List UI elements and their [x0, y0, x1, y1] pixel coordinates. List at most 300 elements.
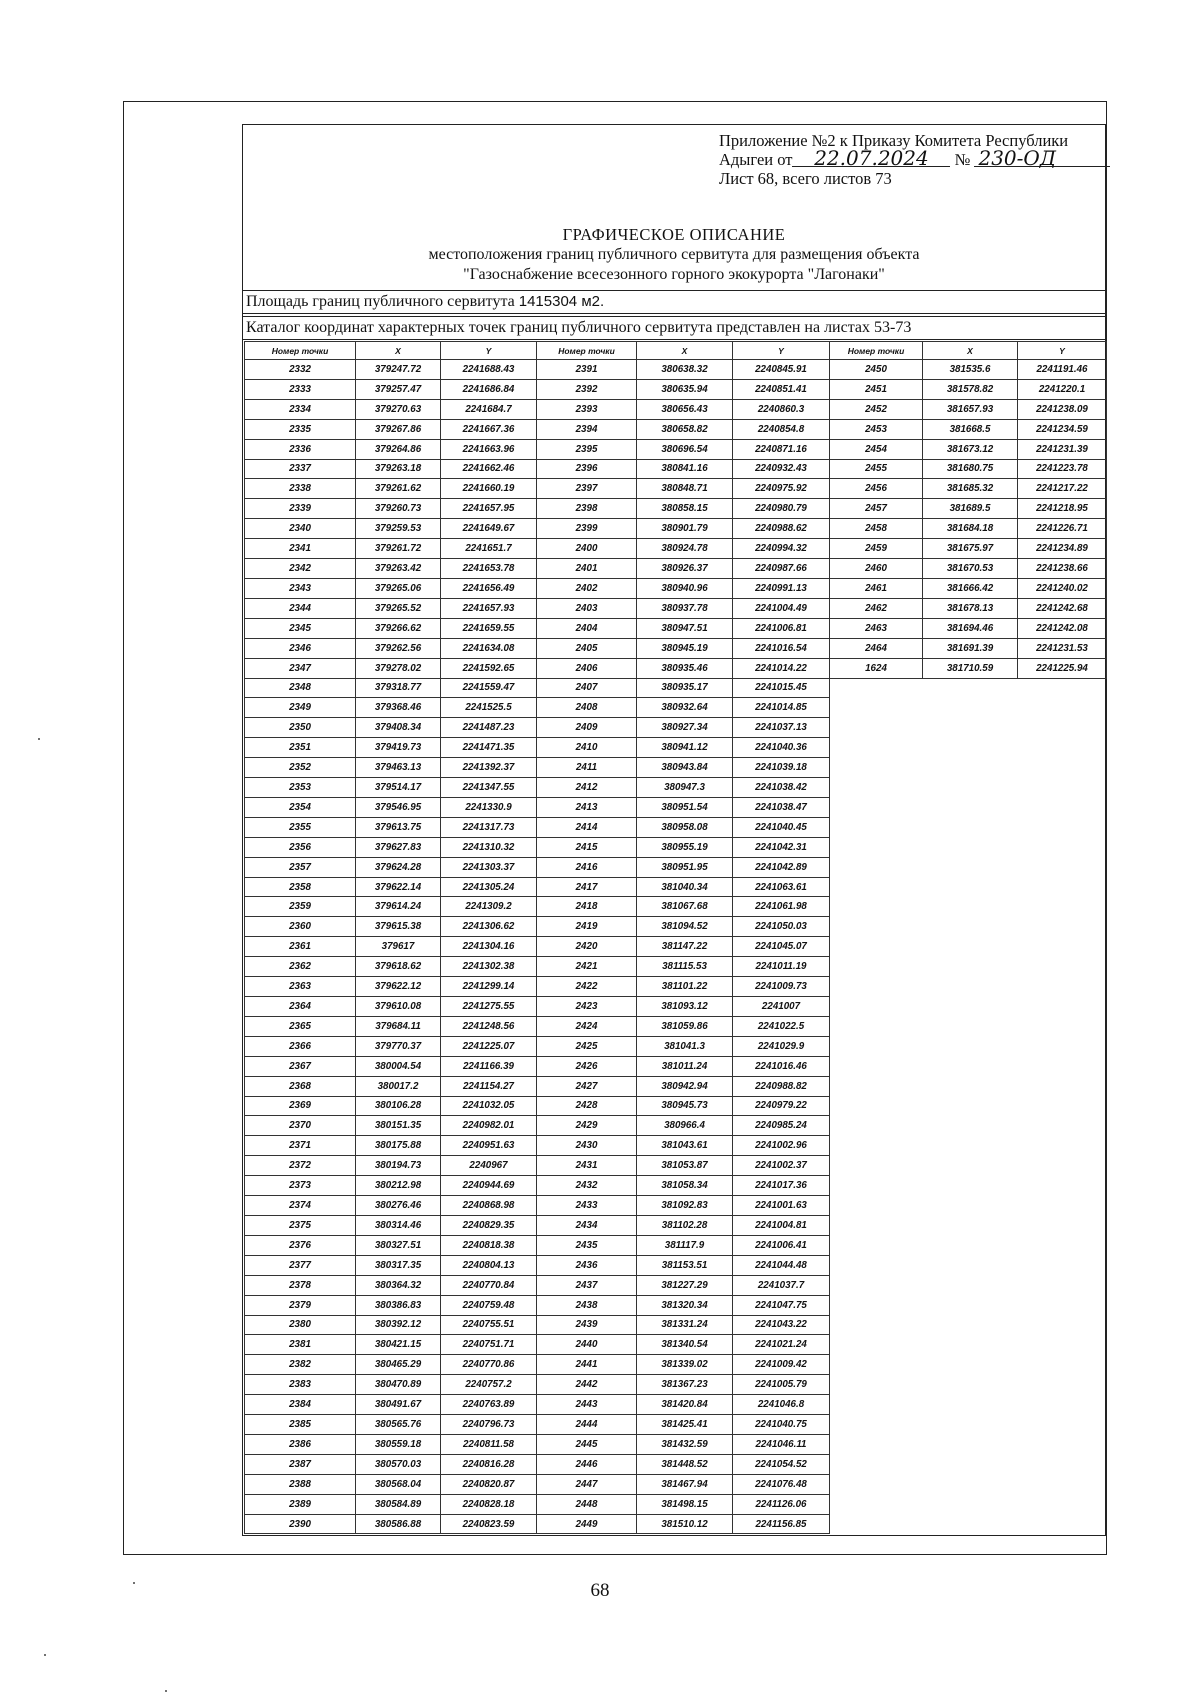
x-cell: 379624.28 [356, 857, 441, 877]
x-cell: 381467.94 [637, 1474, 733, 1494]
appendix-number-label: № [954, 150, 971, 169]
point-number-cell: 2336 [245, 439, 356, 459]
x-cell: 380901.79 [637, 519, 733, 539]
point-number-cell: 2460 [830, 559, 923, 579]
x-cell: 379263.18 [356, 459, 441, 479]
point-number-cell: 2448 [537, 1494, 637, 1514]
y-cell: 2241659.55 [441, 618, 537, 638]
point-number-cell: 2350 [245, 718, 356, 738]
x-cell: 381331.24 [637, 1315, 733, 1335]
x-cell: 379261.62 [356, 479, 441, 499]
table-row [245, 399, 1107, 419]
point-number-cell: 2358 [245, 877, 356, 897]
point-number-cell: 2339 [245, 499, 356, 519]
table-row [245, 1096, 1107, 1116]
title-line-3: "Газоснабжение всесезонного горного экокурорта "Лагонаки" [463, 266, 885, 283]
x-cell: 379318.77 [356, 678, 441, 698]
empty-cell [1018, 917, 1107, 937]
x-cell: 381510.12 [637, 1514, 733, 1534]
x-cell: 379266.62 [356, 618, 441, 638]
empty-cell [1018, 698, 1107, 718]
x-cell: 380568.04 [356, 1474, 441, 1494]
empty-cell [1018, 1096, 1107, 1116]
x-cell: 380465.29 [356, 1355, 441, 1375]
y-cell: 2241006.81 [733, 618, 830, 638]
x-cell: 380924.78 [637, 539, 733, 559]
point-number-cell: 2428 [537, 1096, 637, 1116]
empty-cell [1018, 1215, 1107, 1235]
y-cell: 2240823.59 [441, 1514, 537, 1534]
table-row [245, 1076, 1107, 1096]
x-cell: 381432.59 [637, 1434, 733, 1454]
y-cell: 2241660.19 [441, 479, 537, 499]
x-cell: 380942.94 [637, 1076, 733, 1096]
x-cell: 380327.51 [356, 1235, 441, 1255]
point-number-cell: 2349 [245, 698, 356, 718]
x-cell: 380945.73 [637, 1096, 733, 1116]
x-cell: 381058.34 [637, 1176, 733, 1196]
x-cell: 380858.15 [637, 499, 733, 519]
table-row [245, 1415, 1107, 1435]
empty-cell [923, 778, 1018, 798]
table-row [245, 837, 1107, 857]
y-cell: 2241040.36 [733, 738, 830, 758]
point-number-cell: 2434 [537, 1215, 637, 1235]
table-row [245, 1295, 1107, 1315]
point-number-cell: 2426 [537, 1056, 637, 1076]
empty-cell [830, 1156, 923, 1176]
spacer-cell [245, 1534, 1107, 1554]
x-cell: 379546.95 [356, 797, 441, 817]
table-row [245, 997, 1107, 1017]
appendix-line-2 [719, 146, 1110, 170]
point-number-cell: 2401 [537, 559, 637, 579]
y-cell: 2240816.28 [441, 1454, 537, 1474]
y-cell: 2241330.9 [441, 797, 537, 817]
y-cell: 2241234.89 [1018, 539, 1107, 559]
x-cell: 381320.34 [637, 1295, 733, 1315]
x-cell: 379270.63 [356, 399, 441, 419]
y-cell: 2240759.48 [441, 1295, 537, 1315]
point-number-cell: 2395 [537, 439, 637, 459]
empty-cell [830, 897, 923, 917]
x-cell: 381094.52 [637, 917, 733, 937]
empty-cell [1018, 937, 1107, 957]
empty-cell [923, 1096, 1018, 1116]
table-row [245, 778, 1107, 798]
y-cell: 2241248.56 [441, 1016, 537, 1036]
empty-cell [923, 718, 1018, 738]
point-number-cell: 2456 [830, 479, 923, 499]
x-cell: 379610.08 [356, 997, 441, 1017]
y-cell: 2240845.91 [733, 360, 830, 380]
point-number-cell: 2421 [537, 957, 637, 977]
x-cell: 381117.9 [637, 1235, 733, 1255]
y-cell: 2241662.46 [441, 459, 537, 479]
header-point-number-2: Номер точки [537, 342, 637, 360]
point-number-cell: 2458 [830, 519, 923, 539]
point-number-cell: 2385 [245, 1415, 356, 1435]
point-number-cell: 2394 [537, 419, 637, 439]
table-row [245, 1255, 1107, 1275]
point-number-cell: 2419 [537, 917, 637, 937]
y-cell: 2241004.81 [733, 1215, 830, 1235]
point-number-cell: 2375 [245, 1215, 356, 1235]
point-number-cell: 2355 [245, 817, 356, 837]
table-row [245, 559, 1107, 579]
y-cell: 2241592.65 [441, 658, 537, 678]
point-number-cell: 2389 [245, 1494, 356, 1514]
point-number-cell: 2439 [537, 1315, 637, 1335]
point-number-cell: 2451 [830, 379, 923, 399]
empty-cell [923, 1434, 1018, 1454]
y-cell: 2240982.01 [441, 1116, 537, 1136]
empty-cell [830, 1315, 923, 1335]
table-header-row [245, 342, 1107, 360]
empty-cell [1018, 1255, 1107, 1275]
table-row [245, 698, 1107, 718]
y-cell: 2240854.8 [733, 419, 830, 439]
x-cell: 380935.17 [637, 678, 733, 698]
point-number-cell: 2440 [537, 1335, 637, 1355]
empty-cell [830, 1116, 923, 1136]
table-row [245, 638, 1107, 658]
y-cell: 2241231.53 [1018, 638, 1107, 658]
y-cell: 2241015.45 [733, 678, 830, 698]
point-number-cell: 2387 [245, 1454, 356, 1474]
y-cell: 2241238.09 [1018, 399, 1107, 419]
point-number-cell: 2410 [537, 738, 637, 758]
y-cell: 2241223.78 [1018, 459, 1107, 479]
empty-cell [830, 718, 923, 738]
y-cell: 2241007 [733, 997, 830, 1017]
y-cell: 2240751.71 [441, 1335, 537, 1355]
title-main: ГРАФИЧЕСКОЕ ОПИСАНИЕ [562, 225, 786, 244]
table-row [245, 618, 1107, 638]
y-cell: 2241226.71 [1018, 519, 1107, 539]
y-cell: 2241040.45 [733, 817, 830, 837]
x-cell: 380314.46 [356, 1215, 441, 1235]
empty-cell [830, 1355, 923, 1375]
x-cell: 379264.86 [356, 439, 441, 459]
table-row [245, 1315, 1107, 1335]
x-cell: 381684.18 [923, 519, 1018, 539]
point-number-cell: 2435 [537, 1235, 637, 1255]
point-number-cell: 1624 [830, 658, 923, 678]
table-row [245, 439, 1107, 459]
empty-cell [1018, 837, 1107, 857]
empty-cell [830, 1375, 923, 1395]
y-cell: 2241240.02 [1018, 578, 1107, 598]
table-row [245, 857, 1107, 877]
point-number-cell: 2332 [245, 360, 356, 380]
empty-cell [1018, 778, 1107, 798]
point-number-cell: 2429 [537, 1116, 637, 1136]
point-number-cell: 2391 [537, 360, 637, 380]
coordinates-table [244, 341, 1107, 1553]
empty-cell [923, 1295, 1018, 1315]
x-cell: 381011.24 [637, 1056, 733, 1076]
point-number-cell: 2392 [537, 379, 637, 399]
y-cell: 2241014.22 [733, 658, 830, 678]
empty-cell [1018, 758, 1107, 778]
table-row [245, 977, 1107, 997]
header-x-3: X [923, 342, 1018, 360]
x-cell: 381670.53 [923, 559, 1018, 579]
x-cell: 379267.86 [356, 419, 441, 439]
x-cell: 381678.13 [923, 598, 1018, 618]
empty-cell [1018, 1235, 1107, 1255]
empty-cell [923, 1076, 1018, 1096]
empty-cell [830, 1275, 923, 1295]
y-cell: 2241038.42 [733, 778, 830, 798]
empty-cell [1018, 817, 1107, 837]
table-row [245, 1196, 1107, 1216]
point-number-cell: 2431 [537, 1156, 637, 1176]
table-row [245, 1474, 1107, 1494]
x-cell: 381535.6 [923, 360, 1018, 380]
x-cell: 381093.12 [637, 997, 733, 1017]
x-cell: 380276.46 [356, 1196, 441, 1216]
area-label: Площадь границ публичного сервитута [246, 293, 515, 310]
point-number-cell: 2357 [245, 857, 356, 877]
empty-cell [1018, 997, 1107, 1017]
empty-cell [830, 1176, 923, 1196]
x-cell: 379613.75 [356, 817, 441, 837]
x-cell: 379261.72 [356, 539, 441, 559]
empty-cell [923, 1375, 1018, 1395]
empty-cell [830, 678, 923, 698]
empty-cell [923, 1255, 1018, 1275]
empty-cell [923, 837, 1018, 857]
x-cell: 379618.62 [356, 957, 441, 977]
y-cell: 2241004.49 [733, 598, 830, 618]
point-number-cell: 2409 [537, 718, 637, 738]
y-cell: 2241305.24 [441, 877, 537, 897]
y-cell: 2240988.62 [733, 519, 830, 539]
empty-cell [830, 1494, 923, 1514]
point-number-cell: 2364 [245, 997, 356, 1017]
empty-cell [923, 678, 1018, 698]
y-cell: 2240828.18 [441, 1494, 537, 1514]
y-cell: 2241306.62 [441, 917, 537, 937]
header-y-2: Y [733, 342, 830, 360]
x-cell: 380106.28 [356, 1096, 441, 1116]
point-number-cell: 2333 [245, 379, 356, 399]
empty-cell [923, 1196, 1018, 1216]
empty-cell [830, 917, 923, 937]
empty-cell [830, 1036, 923, 1056]
point-number-cell: 2461 [830, 578, 923, 598]
point-number-cell: 2463 [830, 618, 923, 638]
y-cell: 2240980.79 [733, 499, 830, 519]
y-cell: 2241651.7 [441, 539, 537, 559]
empty-cell [830, 1415, 923, 1435]
empty-cell [830, 1335, 923, 1355]
y-cell: 2241005.79 [733, 1375, 830, 1395]
point-number-cell: 2384 [245, 1395, 356, 1415]
y-cell: 2241649.67 [441, 519, 537, 539]
empty-cell [923, 1056, 1018, 1076]
x-cell: 380656.43 [637, 399, 733, 419]
table-row [245, 937, 1107, 957]
empty-cell [1018, 1514, 1107, 1534]
appendix-prefix: Адыгеи от [719, 150, 793, 169]
x-cell: 379622.14 [356, 877, 441, 897]
table-row [245, 658, 1107, 678]
y-cell: 2240975.92 [733, 479, 830, 499]
x-cell: 380586.88 [356, 1514, 441, 1534]
table-row [245, 1514, 1107, 1534]
point-number-cell: 2345 [245, 618, 356, 638]
table-row [245, 1494, 1107, 1514]
y-cell: 2240871.16 [733, 439, 830, 459]
x-cell: 379247.72 [356, 360, 441, 380]
point-number-cell: 2368 [245, 1076, 356, 1096]
x-cell: 380151.35 [356, 1116, 441, 1136]
x-cell: 381675.97 [923, 539, 1018, 559]
header-y-1: Y [441, 342, 537, 360]
empty-cell [1018, 738, 1107, 758]
point-number-cell: 2343 [245, 578, 356, 598]
empty-cell [1018, 1315, 1107, 1335]
x-cell: 381101.22 [637, 977, 733, 997]
x-cell: 381710.59 [923, 658, 1018, 678]
empty-cell [923, 698, 1018, 718]
point-number-cell: 2425 [537, 1036, 637, 1056]
point-number-cell: 2337 [245, 459, 356, 479]
point-number-cell: 2415 [537, 837, 637, 857]
point-number-cell: 2432 [537, 1176, 637, 1196]
empty-cell [923, 758, 1018, 778]
point-number-cell: 2366 [245, 1036, 356, 1056]
x-cell: 379627.83 [356, 837, 441, 857]
y-cell: 2241225.94 [1018, 658, 1107, 678]
y-cell: 2241039.18 [733, 758, 830, 778]
y-cell: 2240932.43 [733, 459, 830, 479]
empty-cell [923, 1454, 1018, 1474]
table-row [245, 578, 1107, 598]
point-number-cell: 2362 [245, 957, 356, 977]
empty-cell [923, 1315, 1018, 1335]
header-point-number-1: Номер точки [245, 342, 356, 360]
point-number-cell: 2348 [245, 678, 356, 698]
scan-speck [165, 1690, 167, 1692]
empty-cell [830, 778, 923, 798]
empty-cell [830, 1136, 923, 1156]
empty-cell [1018, 797, 1107, 817]
x-cell: 380658.82 [637, 419, 733, 439]
y-cell: 2241046.8 [733, 1395, 830, 1415]
y-cell: 2241242.68 [1018, 598, 1107, 618]
header-point-number-3: Номер точки [830, 342, 923, 360]
y-cell: 2241302.38 [441, 957, 537, 977]
empty-cell [830, 997, 923, 1017]
y-cell: 2240770.86 [441, 1355, 537, 1375]
x-cell: 379263.42 [356, 559, 441, 579]
point-number-cell: 2418 [537, 897, 637, 917]
empty-cell [923, 1016, 1018, 1036]
x-cell: 379257.47 [356, 379, 441, 399]
point-number-cell: 2457 [830, 499, 923, 519]
empty-cell [1018, 1176, 1107, 1196]
table-row [245, 419, 1107, 439]
x-cell: 379770.37 [356, 1036, 441, 1056]
y-cell: 2241317.73 [441, 817, 537, 837]
x-cell: 380966.4 [637, 1116, 733, 1136]
empty-cell [923, 738, 1018, 758]
y-cell: 2241037.13 [733, 718, 830, 738]
empty-cell [830, 758, 923, 778]
y-cell: 2241238.66 [1018, 559, 1107, 579]
y-cell: 2240991.13 [733, 578, 830, 598]
x-cell: 381059.86 [637, 1016, 733, 1036]
y-cell: 2241001.63 [733, 1196, 830, 1216]
point-number-cell: 2386 [245, 1434, 356, 1454]
point-number-cell: 2433 [537, 1196, 637, 1216]
empty-cell [830, 1434, 923, 1454]
y-cell: 2241299.14 [441, 977, 537, 997]
x-cell: 381498.15 [637, 1494, 733, 1514]
y-cell: 2240763.89 [441, 1395, 537, 1415]
table-row [245, 379, 1107, 399]
point-number-cell: 2354 [245, 797, 356, 817]
empty-cell [923, 1275, 1018, 1295]
table-row [245, 797, 1107, 817]
empty-cell [1018, 1494, 1107, 1514]
table-row [245, 758, 1107, 778]
point-number-cell: 2376 [245, 1235, 356, 1255]
point-number-cell: 2402 [537, 578, 637, 598]
y-cell: 2240757.2 [441, 1375, 537, 1395]
x-cell: 380194.73 [356, 1156, 441, 1176]
empty-cell [923, 857, 1018, 877]
point-number-cell: 2453 [830, 419, 923, 439]
point-number-cell: 2441 [537, 1355, 637, 1375]
point-number-cell: 2340 [245, 519, 356, 539]
empty-cell [1018, 957, 1107, 977]
empty-cell [830, 817, 923, 837]
empty-cell [1018, 1116, 1107, 1136]
table-row [245, 499, 1107, 519]
x-cell: 380317.35 [356, 1255, 441, 1275]
y-cell: 2241686.84 [441, 379, 537, 399]
point-number-cell: 2438 [537, 1295, 637, 1315]
y-cell: 2241653.78 [441, 559, 537, 579]
table-row [245, 917, 1107, 937]
empty-cell [1018, 857, 1107, 877]
empty-cell [830, 957, 923, 977]
empty-cell [923, 1355, 1018, 1375]
table-row [245, 1036, 1107, 1056]
table-row [245, 877, 1107, 897]
point-number-cell: 2403 [537, 598, 637, 618]
point-number-cell: 2407 [537, 678, 637, 698]
table-row [245, 678, 1107, 698]
table-row [245, 1176, 1107, 1196]
point-number-cell: 2459 [830, 539, 923, 559]
x-cell: 379614.24 [356, 897, 441, 917]
y-cell: 2240755.51 [441, 1315, 537, 1335]
y-cell: 2240951.63 [441, 1136, 537, 1156]
y-cell: 2241040.75 [733, 1415, 830, 1435]
point-number-cell: 2382 [245, 1355, 356, 1375]
point-number-cell: 2447 [537, 1474, 637, 1494]
y-cell: 2241218.95 [1018, 499, 1107, 519]
x-cell: 379262.56 [356, 638, 441, 658]
point-number-cell: 2406 [537, 658, 637, 678]
x-cell: 380848.71 [637, 479, 733, 499]
